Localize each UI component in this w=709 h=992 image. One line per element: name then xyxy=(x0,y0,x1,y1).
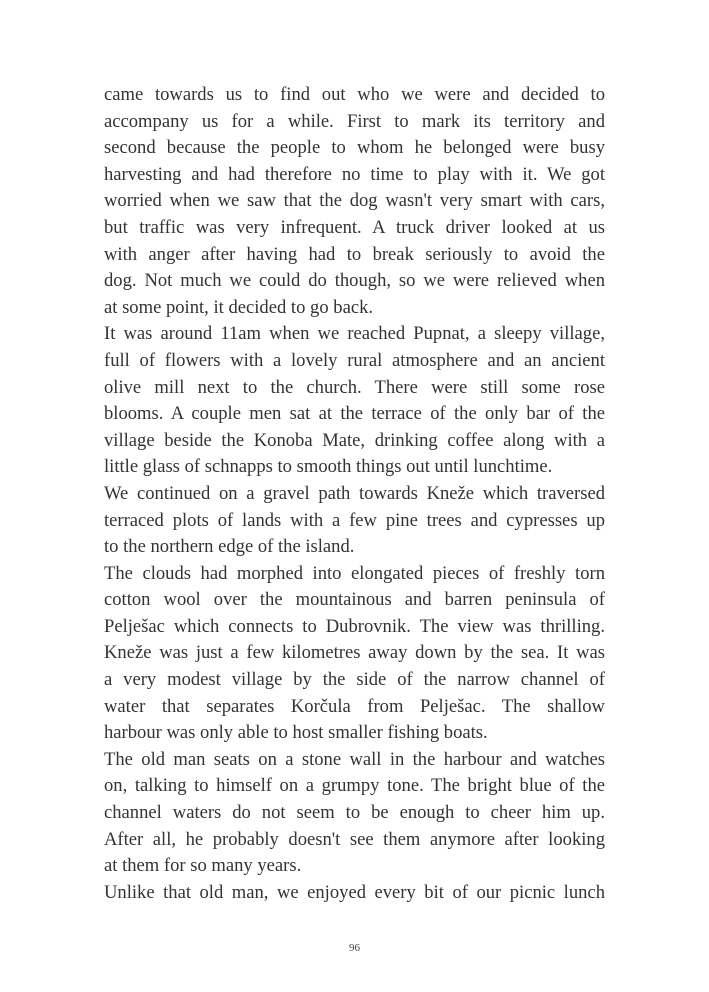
text-line: The old man seats on a stone wall in the harbour and watches xyxy=(104,748,605,770)
text-line: Kneže was just a few kilometres away down by the sea. It was xyxy=(104,642,605,664)
text-line: little glass of schnapps to smooth things out until lunchtime. xyxy=(104,456,553,478)
text-line: We continued on a gravel path towards Kneže which traversed xyxy=(104,482,605,504)
paragraph xyxy=(104,561,605,747)
text-line: blooms. A couple men sat at the terrace of the only bar of the xyxy=(104,403,605,425)
text-line: a very modest village by the side of the narrow channel of xyxy=(104,669,605,691)
text-line: Pelješac which connects to Dubrovnik. The view was thrilling. xyxy=(104,615,605,637)
text-line: harvesting and had therefore no time to play with it. We got xyxy=(104,163,605,185)
text-line: came towards us to find out who we were and decided to xyxy=(104,84,605,105)
text-line: water that separates Korčula from Pelješac. The shallow xyxy=(104,695,605,717)
text-line: worried when we saw that the dog wasn't very smart with cars, xyxy=(104,190,605,212)
paragraph xyxy=(104,880,605,907)
document-body xyxy=(104,82,605,906)
text-line: at them for so many years. xyxy=(104,855,302,877)
text-line: but traffic was very infrequent. A truck driver looked at us xyxy=(104,216,605,238)
text-line: cotton wool over the mountainous and barren peninsula of xyxy=(104,589,605,611)
text-line: The clouds had morphed into elongated pieces of freshly torn xyxy=(104,562,605,584)
text-line: dog. Not much we could do though, so we were relieved when xyxy=(104,270,605,292)
text-line: olive mill next to the church. There were still some rose xyxy=(104,376,605,398)
text-line: full of flowers with a lovely rural atmosphere and an ancient xyxy=(104,349,605,371)
text-line: village beside the Konoba Mate, drinking coffee along with a xyxy=(104,429,605,451)
text-line: channel waters do not seem to be enough to cheer him up. xyxy=(104,802,605,824)
text-line: to the northern edge of the island. xyxy=(104,536,355,558)
text-line: second because the people to whom he belonged were busy xyxy=(104,137,605,159)
text-line: Unlike that old man, we enjoyed every bit of our picnic lunch xyxy=(104,881,605,903)
paragraph xyxy=(104,321,605,481)
text-line: After all, he probably doesn't see them anymore after looking xyxy=(104,828,605,850)
text-line: terraced plots of lands with a few pine trees and cypresses up xyxy=(104,509,605,531)
page-number: 96 xyxy=(349,942,360,954)
text-line: with anger after having had to break seriously to avoid the xyxy=(104,243,605,265)
text-line: on, talking to himself on a grumpy tone. The bright blue of the xyxy=(104,775,605,797)
paragraph xyxy=(104,481,605,561)
paragraph xyxy=(104,82,605,321)
text-line: It was around 11am when we reached Pupnat, a sleepy village, xyxy=(104,323,605,345)
text-line: harbour was only able to host smaller fishing boats. xyxy=(104,722,488,744)
paragraph xyxy=(104,747,605,880)
text-line: accompany us for a while. First to mark its territory and xyxy=(104,110,605,132)
text-line: at some point, it decided to go back. xyxy=(104,296,374,318)
